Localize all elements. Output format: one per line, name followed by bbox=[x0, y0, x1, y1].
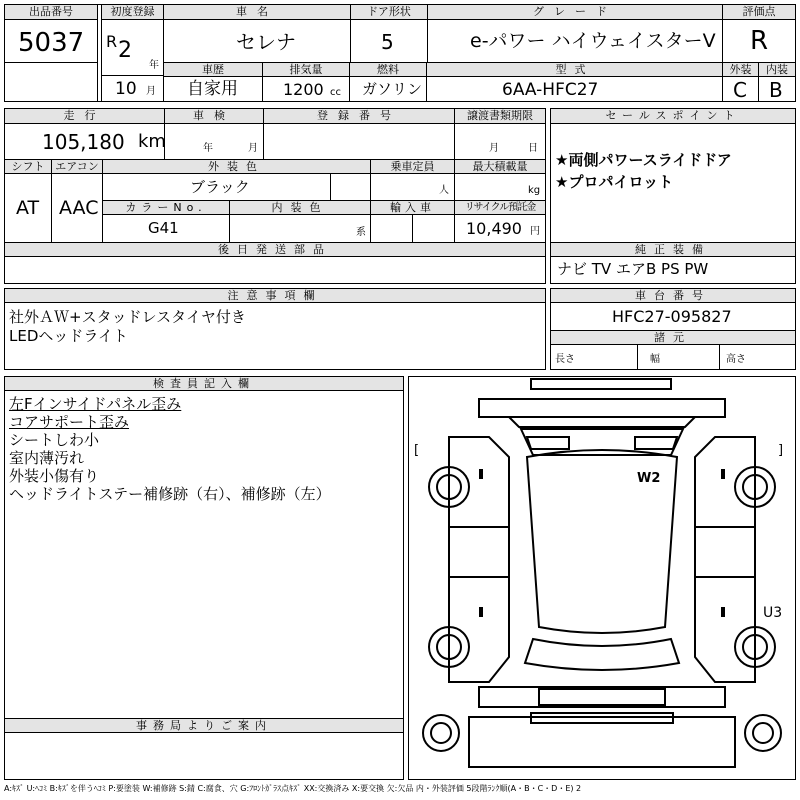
reg-number-label: 登録番号 bbox=[264, 109, 454, 124]
legend-text: A:ｷｽﾞ U:ﾍｺﾐ B:ｷｽﾞを伴うﾍｺﾐ P:要塗装 W:補修跡 S:錆 C:腐食、穴 G:ﾌﾛﾝﾄｶﾞﾗｽ点ｷｽﾞ XX:交換済み X:要交換 欠:欠品 内・外装評価 5段階ﾗﾝｸ順(A・B・C・D・E) 2 bbox=[4, 784, 582, 793]
sales-point-1: ★両側パワースライドドア bbox=[555, 151, 732, 169]
ac-value: AAC bbox=[59, 197, 99, 219]
recycle-value: 10,490 bbox=[466, 219, 522, 238]
chassis-value: HFC27-095827 bbox=[612, 307, 732, 326]
inspector-line-2: コアサポート歪み bbox=[9, 413, 130, 431]
bracket-left: [ bbox=[414, 443, 420, 458]
insp-month-unit: 月 bbox=[248, 143, 258, 154]
inspector-line-4: 室内薄汚れ bbox=[9, 449, 85, 467]
inspector-line-1: 左Fインサイドパネル歪み bbox=[9, 395, 182, 413]
history-label: 車歴 bbox=[164, 63, 262, 77]
sales-point-2: ★プロパイロット bbox=[555, 173, 674, 191]
mileage-label: 走行 bbox=[5, 109, 164, 124]
transfer-month-unit: 月 bbox=[489, 143, 499, 154]
displacement-label: 排気量 bbox=[263, 63, 349, 77]
damage-mark-w2: W2 bbox=[637, 471, 661, 486]
color-value: ブラック bbox=[190, 178, 250, 196]
shift-label: シフト bbox=[5, 160, 51, 174]
ac-label: エアコン bbox=[52, 160, 102, 174]
recycle-label: リサイクル預託金 bbox=[455, 201, 545, 215]
door-label: ドア形状 bbox=[351, 5, 427, 20]
fuel-label: 燃料 bbox=[350, 63, 426, 77]
color-no-value: G41 bbox=[148, 219, 179, 237]
door-value: 5 bbox=[381, 30, 394, 54]
chassis-label: 車台番号 bbox=[551, 289, 795, 303]
notes-line-1: 社外ＡＷ+スタッドレスタイヤ付き bbox=[9, 308, 246, 326]
grade-value: e-パワー ハイウェイスターV bbox=[470, 30, 716, 52]
load-label: 最大積載量 bbox=[455, 160, 545, 174]
year-unit: 年 bbox=[149, 60, 159, 71]
color-no-label: カラーNo. bbox=[103, 201, 229, 215]
car-diagram bbox=[409, 377, 795, 781]
lot-label: 出品番号 bbox=[5, 5, 97, 20]
spec-label: 諸元 bbox=[551, 331, 795, 345]
damage-mark-u3: U3 bbox=[763, 605, 783, 621]
inspection-label: 車検 bbox=[165, 109, 263, 124]
inspector-line-5: 外装小傷有り bbox=[9, 467, 100, 485]
length-label: 長さ bbox=[555, 354, 575, 365]
model-value: 6AA-HFC27 bbox=[502, 80, 599, 100]
fuel-value: ガソリン bbox=[362, 80, 423, 98]
color-label: 外装色 bbox=[103, 160, 370, 174]
capacity-unit: 人 bbox=[439, 185, 449, 196]
import-label: 輸入車 bbox=[371, 201, 454, 215]
int-color-label: 内装色 bbox=[230, 201, 370, 215]
shift-value: AT bbox=[16, 197, 40, 219]
transfer-label: 譲渡書類期限 bbox=[455, 109, 545, 124]
name-value: セレナ bbox=[236, 30, 296, 54]
equipment-label: 純正装備 bbox=[551, 243, 795, 257]
equipment-value: ナビ TV エアB PS PW bbox=[557, 260, 709, 278]
sales-point-label: セールスポイント bbox=[551, 109, 795, 124]
mileage-value: 105,180 bbox=[42, 130, 125, 154]
grade-label: グレード bbox=[428, 5, 722, 20]
era-year-value: 2 bbox=[118, 38, 132, 63]
height-label: 高さ bbox=[726, 354, 746, 365]
model-label: 型式 bbox=[427, 63, 722, 77]
first-reg-label: 初度登録 bbox=[101, 5, 163, 20]
load-unit: kg bbox=[528, 185, 541, 196]
score-value: R bbox=[750, 26, 769, 56]
int-color-unit: 系 bbox=[356, 227, 366, 238]
bracket-right: ] bbox=[778, 443, 784, 458]
displacement-unit: cc bbox=[330, 87, 341, 98]
recycle-unit: 円 bbox=[530, 226, 540, 237]
notes-line-2: LEDヘッドライト bbox=[9, 327, 128, 345]
name-label: 車名 bbox=[164, 5, 350, 20]
displacement-value: 1200 bbox=[283, 80, 324, 99]
month-value: 10 bbox=[115, 79, 137, 99]
era-value: R bbox=[106, 32, 118, 51]
inspector-label: 検査員記入欄 bbox=[5, 377, 403, 391]
lot-value: 5037 bbox=[18, 28, 85, 58]
exterior-label: 外装 bbox=[723, 63, 758, 77]
insp-year-unit: 年 bbox=[203, 143, 213, 154]
later-parts-label: 後日発送部品 bbox=[5, 243, 545, 257]
inspector-line-3: シートしわ小 bbox=[9, 431, 100, 449]
sales-point-box bbox=[550, 108, 796, 284]
inspector-line-6: ヘッドライトステー補修跡（右）、補修跡（左） bbox=[9, 485, 331, 503]
width-label: 幅 bbox=[650, 354, 660, 365]
exterior-value: C bbox=[733, 78, 747, 102]
transfer-day-unit: 日 bbox=[528, 143, 538, 154]
history-value: 自家用 bbox=[187, 79, 238, 99]
office-label: 事務局よりご案内 bbox=[5, 719, 403, 733]
score-label: 評価点 bbox=[723, 5, 795, 20]
notes-label: 注意事項欄 bbox=[5, 289, 545, 303]
interior-value: B bbox=[769, 78, 783, 102]
month-unit: 月 bbox=[146, 86, 156, 97]
interior-label: 内装 bbox=[759, 63, 795, 77]
mileage-unit: km bbox=[138, 131, 166, 152]
capacity-label: 乗車定員 bbox=[371, 160, 454, 174]
